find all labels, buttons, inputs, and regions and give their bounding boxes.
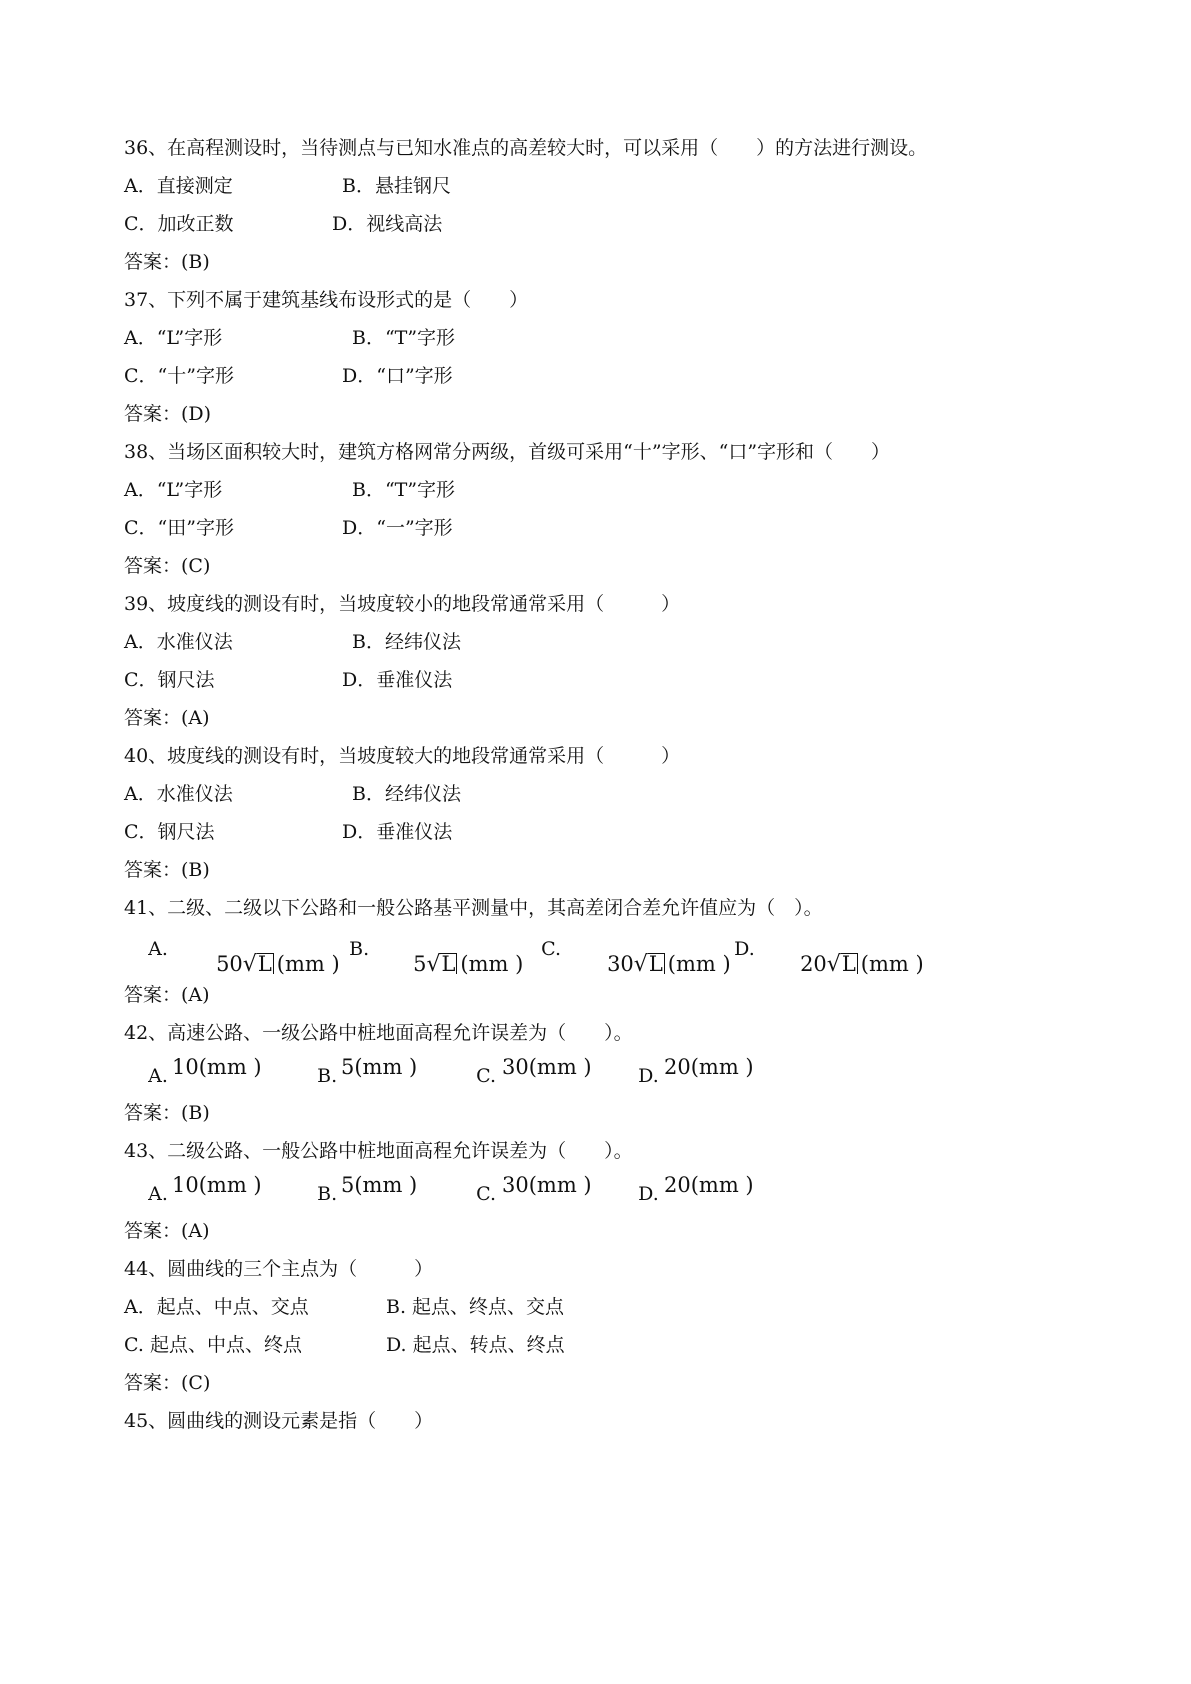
question-stem: 44、圆曲线的三个主点为（ ） [124, 1258, 434, 1280]
option-d [614, 1173, 754, 1261]
option-letter: A. [148, 1183, 168, 1205]
option-d: D. 起点、转点、终点 [386, 1334, 565, 1356]
unit: (mm ) [276, 952, 340, 976]
option-letter: D. [638, 1183, 659, 1205]
option-d: D．垂准仪法 [342, 821, 453, 843]
option-b [325, 928, 524, 1016]
option-c: C．加改正数 [124, 213, 234, 235]
option-letter: B. [349, 938, 370, 960]
answer: 答案：(C) [124, 555, 211, 577]
option-value: 30(mm ) [502, 1055, 592, 1079]
question-stem: 41、二级、二级以下公路和一般公路基平测量中，其高差闭合差允许值应为（ ）。 [124, 897, 823, 919]
option-a: A．直接测定 [124, 175, 233, 197]
option-letter: A. [148, 938, 168, 960]
unit: (mm ) [460, 952, 524, 976]
option-d: D．“口”字形 [342, 365, 453, 387]
sqrt-symbol: √L [826, 952, 856, 977]
coefficient: 50 [216, 952, 243, 976]
question-stem: 40、坡度线的测设有时，当坡度较大的地段常通常采用（ ） [124, 745, 681, 767]
option-d: D．“一”字形 [342, 517, 453, 539]
sqrt-symbol: √L [633, 952, 663, 977]
option-letter: B. [317, 1065, 338, 1087]
answer: 答案：(B) [124, 251, 210, 273]
question-stem: 45、圆曲线的测设元素是指（ ） [124, 1410, 434, 1432]
option-c: C．钢尺法 [124, 821, 215, 843]
option-b: B．“T”字形 [352, 479, 456, 501]
sqrt-symbol: √L [242, 952, 272, 977]
question-stem: 42、高速公路、一级公路中桩地面高程允许误差为（ ）。 [124, 1022, 633, 1044]
option-a: A．起点、中点、交点 [124, 1296, 309, 1318]
option-c: C．“田”字形 [124, 517, 234, 539]
option-value: 20(mm ) [664, 1055, 754, 1079]
sqrt-symbol: √L [426, 952, 456, 977]
option-c: C．钢尺法 [124, 669, 215, 691]
question-stem: 38、当场区面积较大时，建筑方格网常分两级，首级可采用“十”字形、“口”字形和（ ） [124, 441, 891, 463]
answer: 答案：(A) [124, 984, 210, 1006]
option-letter: C. [476, 1065, 497, 1087]
option-b [293, 1173, 418, 1261]
option-d: D．垂准仪法 [342, 669, 453, 691]
option-b: B．经纬仪法 [352, 783, 461, 805]
option-c [452, 1055, 592, 1143]
answer: 答案：(A) [124, 707, 210, 729]
option-c [452, 1173, 592, 1261]
unit: (mm ) [667, 952, 731, 976]
question-stem: 43、二级公路、一般公路中桩地面高程允许误差为（ ）。 [124, 1140, 633, 1162]
option-value: 10(mm ) [172, 1173, 262, 1197]
option-c: C. 起点、中点、终点 [124, 1334, 302, 1356]
option-letter: A. [148, 1065, 168, 1087]
answer: 答案：(B) [124, 859, 210, 881]
option-b [293, 1055, 418, 1143]
option-value: 5(mm ) [341, 1173, 418, 1197]
option-letter: D. [638, 1065, 659, 1087]
answer: 答案：(B) [124, 1102, 210, 1124]
option-a: A．水准仪法 [124, 631, 233, 653]
option-d [710, 928, 924, 1016]
option-letter: C. [476, 1183, 497, 1205]
question-stem: 36、在高程测设时，当待测点与已知水准点的高差较大时，可以采用（ ）的方法进行测设。 [124, 137, 928, 159]
option-c [517, 928, 731, 1016]
unit: (mm ) [860, 952, 924, 976]
option-d: D．视线高法 [332, 213, 443, 235]
coefficient: 30 [607, 952, 634, 976]
option-d [614, 1055, 754, 1143]
coefficient: 20 [800, 952, 827, 976]
option-letter: C. [541, 938, 562, 960]
answer: 答案：(A) [124, 1220, 210, 1242]
option-b: B. 起点、终点、交点 [386, 1296, 565, 1318]
option-b: B．悬挂钢尺 [342, 175, 451, 197]
option-letter: B. [317, 1183, 338, 1205]
option-value: 5(mm ) [341, 1055, 418, 1079]
option-a: A．水准仪法 [124, 783, 233, 805]
option-value: 30(mm ) [502, 1173, 592, 1197]
option-c: C．“十”字形 [124, 365, 234, 387]
question-stem: 39、坡度线的测设有时，当坡度较小的地段常通常采用（ ） [124, 593, 681, 615]
question-stem: 37、下列不属于建筑基线布设形式的是（ ） [124, 289, 529, 311]
answer: 答案：(C) [124, 1372, 211, 1394]
option-b: B．经纬仪法 [352, 631, 461, 653]
option-b: B．“T”字形 [352, 327, 456, 349]
option-a: A．“L”字形 [124, 327, 223, 349]
option-value: 20(mm ) [664, 1173, 754, 1197]
option-a: A．“L”字形 [124, 479, 223, 501]
option-letter: D. [734, 938, 755, 960]
answer: 答案：(D) [124, 403, 212, 425]
option-value: 10(mm ) [172, 1055, 262, 1079]
coefficient: 5 [413, 952, 427, 976]
